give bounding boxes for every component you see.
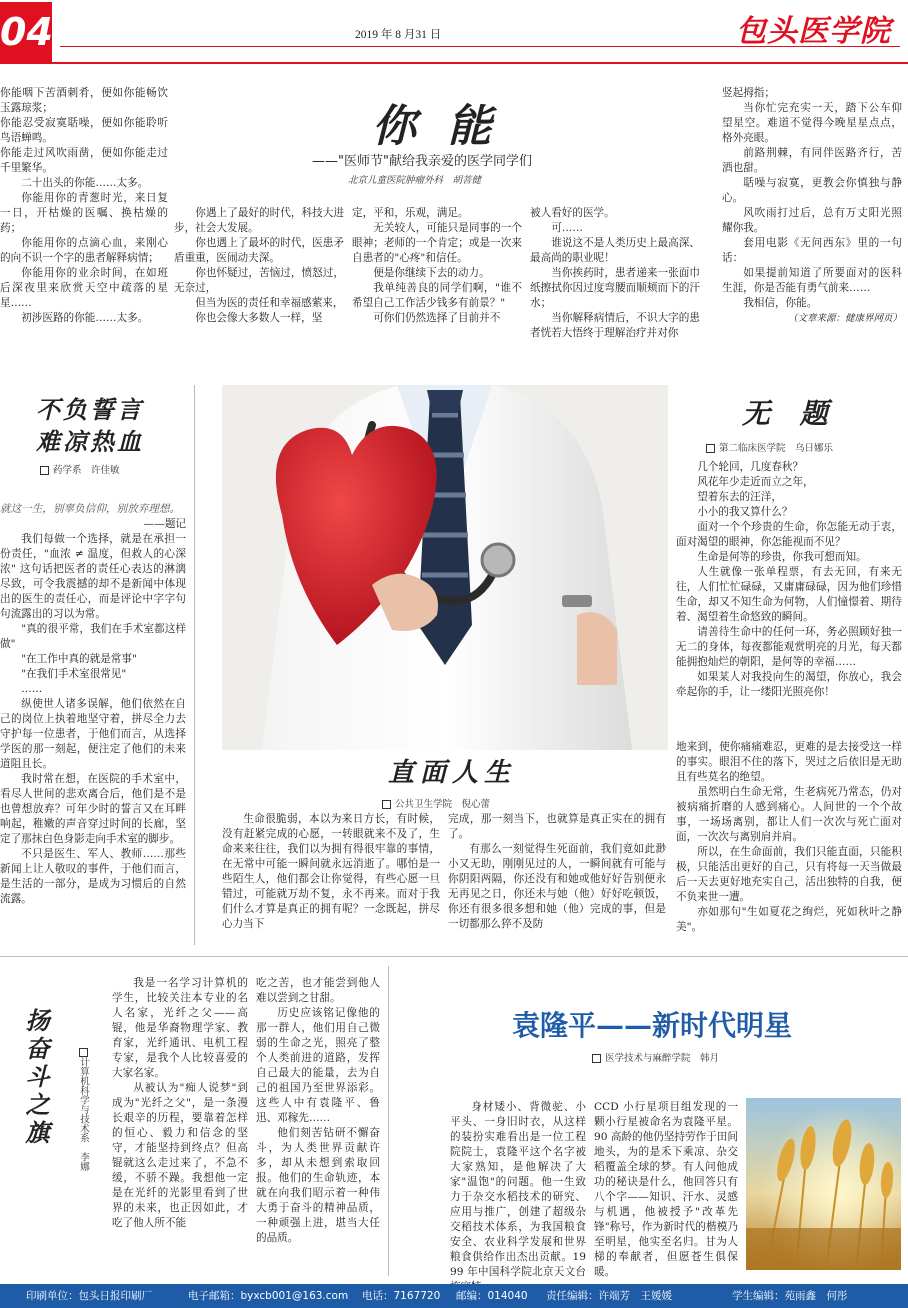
footer-editors: 责任编辑：许端芳 王媛媛 <box>546 1290 672 1302</box>
article3-byline: 第二临床医学院 乌日娜乐 <box>706 440 833 454</box>
article6-col2 <box>594 1100 738 1280</box>
paragraph: 不只是医生、军人、教师……那些新闻上让人敬叹的事件，于他们而言，是生活的一部分，是成为习惯后的自然流露。 <box>0 848 186 905</box>
paragraph: 你能忍受寂寞聒噪，便如你能聆听鸟语蝉鸣。 <box>0 117 168 144</box>
article6-col1 <box>450 1100 586 1295</box>
footer-bar <box>0 1284 908 1308</box>
paragraph: 吃之苦，也才能尝到他人难以尝到之甘甜。 <box>256 977 380 1004</box>
paragraph: 当你忙完充实一天，踏下公车仰望星空。难道不觉得今晚星星点点，格外亮眼。 <box>722 102 902 144</box>
article2-byline: 药学系 许佳敏 <box>40 462 120 476</box>
paragraph: 可你们仍然选择了目前并不 <box>373 312 501 324</box>
article4-col3 <box>676 740 902 935</box>
paragraph: 风花年少走近而立之年， <box>697 476 814 488</box>
paragraph: 你也怀疑过，苦恼过，愤怒过，无奈过， <box>174 267 344 294</box>
paragraph: 亦如那句"生如夏花之绚烂，死如秋叶之静美"。 <box>676 906 902 933</box>
paragraph: 二十出头的你能……太多。 <box>21 177 149 189</box>
epigraph: 就这一生，别辜负信仰，别放弃理想。 <box>0 503 181 515</box>
paragraph: 套用电影《无问西东》里的一句话： <box>722 237 902 264</box>
paragraph: 初涉医路的你能……太多。 <box>21 312 149 324</box>
paragraph: 当你解释病情后，不识大字的患者恍若大悟终于理解治疗并对你 <box>530 312 700 339</box>
article5-byline: 计算机科学与技术系 李娜 <box>76 1048 92 1171</box>
article1-col3 <box>352 206 522 326</box>
paragraph: 便是你继续下去的动力。 <box>373 267 490 279</box>
footer-printer: 印刷单位：包头日报印刷厂 <box>26 1290 152 1302</box>
article1-col1 <box>0 86 168 326</box>
paragraph: 小小的我又算什么？ <box>697 506 793 518</box>
paragraph: 生命很脆弱，本以为来日方长，有时候，没有赶紧完成的心愿，一转眼就来不及了，生命来来往往，我们以为拥有得很牢靠的事情，在无常中可能一瞬间就永远消逝了。哪怕是一些陌生人，他们都会让你觉得，有些心愿一旦错过，可能就万劫不复，永不再来。而对于我们什么才算是真正的拥有呢？一念既起，拼尽心力当下 <box>222 813 440 930</box>
footer-student-editors: 学生编辑：苑雨鑫 何彤 <box>732 1290 848 1302</box>
paragraph: 身材矮小、背微驼、小平头、一身旧时衣，从这样的装扮实难看出是一位工程院院士，袁隆平这个名字被大家熟知，是他解决了大家"温饱"的问题。他一生致力于杂交水稻技术的研究、应用与推广，创建了超级杂交稻技术体系，为我国粮食安全、农业科学发展和世界粮食供给作出杰出贡献。1999 年中国科学院北京天文台 <box>450 1101 586 1278</box>
article5-col2 <box>256 976 380 1246</box>
paragraph: "在我们手术室很常见" <box>21 668 127 680</box>
paragraph: …… <box>21 683 43 695</box>
paragraph: 聒噪与寂寞，更教会你慎独与静心。 <box>722 177 902 204</box>
article2-title-line2: 难凉热血 <box>36 427 144 456</box>
paragraph: 你遇上了最好的时代，科技大进步，社会大发展。 <box>174 207 344 234</box>
footer-postcode: 邮编：014040 <box>456 1290 528 1302</box>
wheat-illustration <box>746 1098 901 1270</box>
article1-col2 <box>174 206 344 326</box>
paragraph: 被人看好的医学。 <box>530 207 615 219</box>
paragraph: 有那么一刻觉得生死面前，我们竟如此渺小又无助，刚刚见过的人，一瞬间就有可能与你阴阳两隔，你还没有和她或他好好告别便永无再见之日，你还未与她（他）好好吃顿饭，你还有很多很多想和她（他）完成的事，但是一切都那么猝不及防 <box>448 843 666 930</box>
paragraph: 我们每做一个选择，就是在承担一份责任，"血浓 ≠ 温度，但救人的心深浓" 这句话把医者的责任心表达的淋漓尽致，可令我震撼的却不是新闻中体现出的医生的责任心，而是评论中字字句句流露出的习以为常。 <box>0 533 186 620</box>
paragraph: 无关较人，可能只是同事的一个眼神；老师的一个肯定；或是一次来自患者的"心疼"和信任。 <box>352 222 522 264</box>
source-note: （文章来源：健康界网页） <box>787 313 902 324</box>
paragraph: "真的很平常，我们在手术室都这样做" <box>0 623 186 650</box>
paragraph: 你能走过风吹雨凿，便如你能走过千里繁华。 <box>0 147 168 174</box>
article4-col2 <box>448 812 666 932</box>
article4-byline: 公共卫生学院 倪心蕾 <box>382 796 490 810</box>
page-number: 04 <box>0 2 52 62</box>
masthead-logo: 包头医学院 <box>736 14 891 49</box>
paragraph: 所以，在生命面前，我们只能直面，只能积极，只能活出更好的自己，只有将每一天当做最后一天去更好地充实自己，活出独特的自我，便不负来世一遭。 <box>676 846 902 903</box>
paragraph: 从被认为"痴人说梦"到成为"光纤之父"，是一条漫长艰辛的历程，要靠着怎样的恒心、毅力和信念的坚守，才能坚持到终点？但高锟就这么走过来了，不急不缓，不骄不躁。我想他一定是在光纤的光影里看到了世界的未来，也正因如此，才吃了他人所不能 <box>112 1082 248 1229</box>
article5-title: 扬奋斗之旗 <box>21 1008 50 1148</box>
paragraph: 人生就像一张单程票，有去无回，有来无往，人们忙忙碌碌，又庸庸碌碌，因为他们珍惜生命，却又不知生命为何物，人们憧憬着、期待着、渴望着生命悠致的瞬间。 <box>676 566 902 623</box>
article1-byline: 北京儿童医院肿瘤外科 胡菩健 <box>348 175 482 186</box>
paragraph: 请善待生命中的任何一环，务必照顾好独一无二的身体，每夜都能观赏明亮的月光，每天都能拥抱灿烂的朝阳，是何等的幸福…… <box>676 626 902 668</box>
paragraph: 纵使世人诸多误解，他们依然在自己的岗位上执着地坚守着，拼尽全力去守护每一位患者，于他们而言，从选择学医的那一刻起，便注定了他们的未来道阻且长。 <box>0 698 186 770</box>
paragraph: 前路荆棘，有同伴医路齐行，苦酒也甜。 <box>722 147 902 174</box>
paragraph: 你能咽下苦酒刺肴，便如你能畅饮玉露琼浆； <box>0 87 168 114</box>
paragraph: 你也会像大多数人一样，坚 <box>195 312 323 324</box>
article3-title: 无 题 <box>742 397 838 430</box>
issue-date: 2019 年 8 月31 日 <box>355 29 442 41</box>
section-divider <box>0 956 908 957</box>
paragraph: 竖起拇指； <box>722 87 775 99</box>
paragraph: 历史应该铭记像他的那一群人，他们用自己微弱的生命之光，照亮了整个人类前进的道路，发挥自己最大的能量，去为自己的祖国乃至世界添彩。这些人中有袁隆平、鲁迅、邓稼先…… <box>256 1007 380 1124</box>
epigraph-source: ——题记 <box>143 518 186 530</box>
paragraph: 你也遇上了最坏的时代，医患矛盾重重，医闹动夫深。 <box>174 237 344 264</box>
column-divider <box>194 385 195 945</box>
article3-body <box>676 460 902 700</box>
footer-email: 电子邮箱：byxcb001@163.com <box>188 1290 349 1302</box>
article6-title: 袁隆平——新时代明星 <box>512 1009 793 1042</box>
wheat-field-photo <box>746 1098 901 1270</box>
doctor-heart-photo <box>222 385 668 750</box>
paragraph: 几个轮回，几度春秋？ <box>697 461 804 473</box>
paragraph: 完成，那一刻当下，也就算是真正实在的拥有了。 <box>448 813 666 840</box>
paragraph: 谁说这不是人类历史上最高深、最高尚的职业呢！ <box>530 237 700 264</box>
paragraph: 如果某人对我投向生的渴望，你放心，我会牵起你的手，让一缕阳光照亮你！ <box>676 671 902 698</box>
paragraph: 当你挨药时，患者递来一张面巾纸擦拭你因过度弯腰而顺颊而下的汗水； <box>530 267 700 309</box>
article4-col1 <box>222 812 440 932</box>
article2-title-line1: 不负誓言 <box>36 395 144 424</box>
paragraph: 虽然明白生命无常，生老病死乃常态，仍对被病痛折磨的人感到痛心。人间世的一个个故事，一场场离别，都让人们一次次与死亡面对面，一次次与离别肩并肩。 <box>676 786 902 843</box>
paragraph: "在工作中真的就是常事" <box>21 653 137 665</box>
paragraph: 我相信，你能。 <box>743 297 818 309</box>
article1-title: 你 能 <box>372 101 500 152</box>
article2-body <box>0 502 186 907</box>
paragraph: 我单纯善良的同学们啊，"谁不希望自己工作活少钱多有前景？" <box>352 282 522 309</box>
paragraph: 可…… <box>551 222 583 234</box>
paragraph: 你能用你的业余时间，在如班后深夜里来欣赏天空中疏落的星星…… <box>0 267 168 309</box>
paragraph: 但当为医的责任和幸福感萦来， <box>195 297 344 309</box>
article5-col1 <box>112 976 248 1231</box>
paragraph: CCD 小行星项目组发现的一颗小行星被命名为袁隆平星。90 高龄的他仍坚持劳作于田间地头，为的是禾下乘凉、杂交稻覆盖全球的梦。有人问他成功的秘诀是什么，他回答只有八个字——知识、汗水、灵感与机遇，他被授予"改革先锋"称号，作为新时代的楷模乃至明星，他实至名归。甘为人梯的奉献者，但愿苍生俱保暖。 <box>594 1101 738 1278</box>
article1-col4 <box>530 206 700 341</box>
article1-subtitle: ——"医师节"献给我亲爱的医学同学们 <box>312 154 532 169</box>
article4-title: 直面人生 <box>388 758 517 788</box>
paragraph: 你能用你的点滴心血，来刚心的向不识一个字的患者解释病情； <box>0 237 168 264</box>
paragraph: 地来到，使你痛痛难忍，更难的是去接受这一样的事实。眼泪不住的落下，哭过之后依旧是无助且有些莫名的绝望。 <box>676 741 902 783</box>
paragraph: 你能用你的青葱时光，来日复一日，开枯燥的医嘱、换枯燥的药； <box>0 192 168 234</box>
paragraph: 定，平和，乐观，满足。 <box>352 207 469 219</box>
article6-byline: 医学技术与麻醉学院 韩月 <box>592 1050 719 1064</box>
paragraph: 望着东去的汪洋， <box>697 491 782 503</box>
paragraph: 我是一名学习计算机的学生，比较关注本专业的名人名家，光纤之父——高锟，他是华裔物理学家、教育家，光纤通讯、电机工程专家，是我个人比较喜爱的大家名家。 <box>112 977 248 1079</box>
article1-col5 <box>722 86 902 326</box>
footer-phone: 电话：7167720 <box>362 1290 441 1302</box>
column-divider <box>388 966 389 1276</box>
paragraph: 面对一个个珍贵的生命，你怎能无动于衷，面对渴望的眼神，你怎能视而不见？ <box>676 521 902 548</box>
header-divider <box>0 62 908 64</box>
paragraph: 如果提前知道了所要面对的医科生涯，你是否能有勇气前来…… <box>722 267 902 294</box>
paragraph: 风吹雨打过后，总有万丈阳光照耀你我。 <box>722 207 902 234</box>
doctor-illustration <box>222 385 668 750</box>
paragraph: 生命是何等的珍贵，你我可想而知。 <box>697 551 867 563</box>
paragraph: 他们刻苦钻研不懈奋斗，为人类世界贡献许多，却从未想到索取回报。他们的生命轨迹，本就在向我们昭示着一种伟大勇于奋斗的精神品质，一种顽强上进，堪当大任的品质。 <box>256 1127 380 1244</box>
paragraph: 我时常在想，在医院的手术室中，看尽人世间的悲欢离合后，他们是不是也曾想放弃？可年少时的誓言又在耳畔响起，稚嫩的声音穿过时间的长廊，坚定了那抹白色身影走向手术室的脚步。 <box>0 773 186 845</box>
